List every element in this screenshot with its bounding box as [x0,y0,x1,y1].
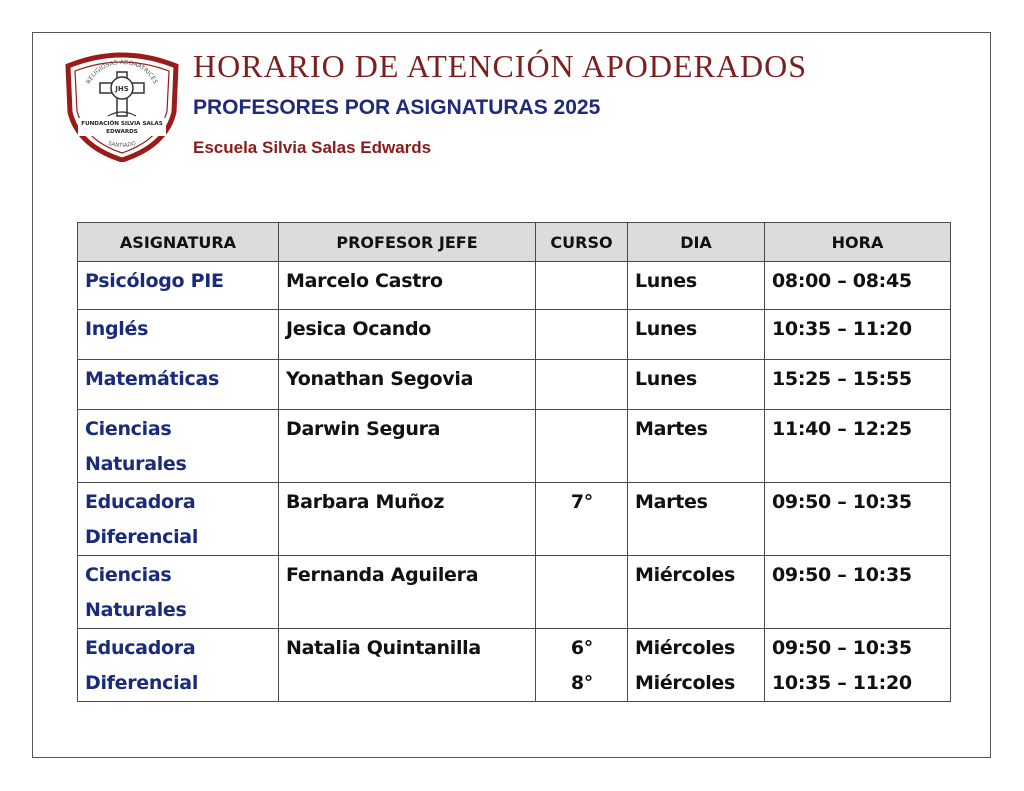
hora-cell-text: 08:00 – 08:45 [772,270,912,292]
asignatura-cell-text: Inglés [85,318,149,340]
asignatura-cell [78,310,279,360]
curso-cell-text: 8° [570,672,593,694]
hora-cell-text: 10:35 – 11:20 [772,318,912,340]
dia-cell-text: Lunes [635,318,697,340]
header-asignatura: ASIGNATURA [78,223,279,262]
hora-cell-text: 09:50 – 10:35 [772,637,912,659]
asignatura-cell [78,556,279,629]
profesor-cell-text: Jesica Ocando [286,318,431,340]
profesor-cell-text: Darwin Segura [286,418,441,440]
asignatura-cell-text: Ciencias [85,418,172,440]
dia-cell [628,360,765,410]
asignatura-cell [78,360,279,410]
header-profesor: PROFESOR JEFE [279,223,536,262]
logo-bottom-text: SANTIADO [107,140,137,150]
table-body [78,262,951,702]
page-subtitle: PROFESORES POR ASIGNATURAS 2025 [193,96,601,119]
logo-top-text: RELIGIOSAS ADORATRICES [85,58,159,86]
dia-cell-text: Miércoles [635,637,736,659]
hora-cell-text: 09:50 – 10:35 [772,564,912,586]
dia-cell-text: Martes [635,418,708,440]
school-crest-logo [62,50,182,162]
dia-cell [628,483,765,556]
asignatura-cell [78,483,279,556]
curso-cell [536,410,628,483]
dia-cell-text: Lunes [635,368,697,390]
schedule-table [77,222,951,702]
profesor-cell [279,483,536,556]
asignatura-cell [78,629,279,702]
dia-cell [628,410,765,483]
hora-cell [765,262,951,310]
dia-cell-text: Miércoles [635,672,736,694]
dia-cell [628,310,765,360]
dia-cell [628,556,765,629]
hora-cell [765,360,951,410]
asignatura-cell-text: Educadora [85,637,196,659]
profesor-cell-text: Fernanda Aguilera [286,564,479,586]
curso-cell [536,556,628,629]
profesor-cell [279,410,536,483]
table-row [78,310,951,360]
header-dia: DIA [628,223,765,262]
hora-cell-text: 10:35 – 11:20 [772,672,912,694]
hora-cell [765,483,951,556]
profesor-cell [279,556,536,629]
dia-cell-text: Miércoles [635,564,736,586]
profesor-cell [279,262,536,310]
school-name: Escuela Silvia Salas Edwards [193,138,432,157]
profesor-cell [279,310,536,360]
dia-cell [628,262,765,310]
curso-cell [536,629,628,702]
page-title: HORARIO DE ATENCIÓN APODERADOS [193,48,808,84]
dia-cell [628,629,765,702]
table-row [78,629,951,702]
curso-cell-text: 6° [570,637,593,659]
profesor-cell-text: Yonathan Segovia [286,368,474,390]
logo-monogram: JHS [115,85,129,93]
profesor-cell [279,629,536,702]
table-row [78,410,951,483]
asignatura-cell [78,262,279,310]
logo-band-line1: FUNDACIÓN SILVIA SALAS [81,121,163,127]
header-hora: HORA [765,223,951,262]
asignatura-cell-text: Matemáticas [85,368,220,390]
dia-cell-text: Lunes [635,270,697,292]
asignatura-cell-text: Naturales [85,599,187,621]
profesor-cell-text: Natalia Quintanilla [286,637,481,659]
asignatura-cell-text: Diferencial [85,672,199,694]
asignatura-cell-text: Diferencial [85,526,199,548]
hora-cell [765,556,951,629]
table-header-row [78,223,951,262]
asignatura-cell [78,410,279,483]
hora-cell-text: 09:50 – 10:35 [772,491,912,513]
profesor-cell-text: Marcelo Castro [286,270,443,292]
hora-cell [765,310,951,360]
asignatura-cell-text: Psicólogo PIE [85,270,224,292]
asignatura-cell-text: Naturales [85,453,187,475]
dia-cell-text: Martes [635,491,708,513]
asignatura-cell-text: Educadora [85,491,196,513]
table-row [78,556,951,629]
hora-cell [765,410,951,483]
profesor-cell [279,360,536,410]
curso-cell [536,310,628,360]
logo-band-line2: EDWARDS [106,129,138,135]
profesor-cell-text: Barbara Muñoz [286,491,445,513]
table-row [78,360,951,410]
hora-cell-text: 11:40 – 12:25 [772,418,912,440]
table-row [78,262,951,310]
asignatura-cell-text: Ciencias [85,564,172,586]
header-curso: CURSO [536,223,628,262]
hora-cell-text: 15:25 – 15:55 [772,368,912,390]
curso-cell [536,483,628,556]
table-row [78,483,951,556]
curso-cell-text: 7° [570,491,593,513]
curso-cell [536,360,628,410]
hora-cell [765,629,951,702]
curso-cell [536,262,628,310]
